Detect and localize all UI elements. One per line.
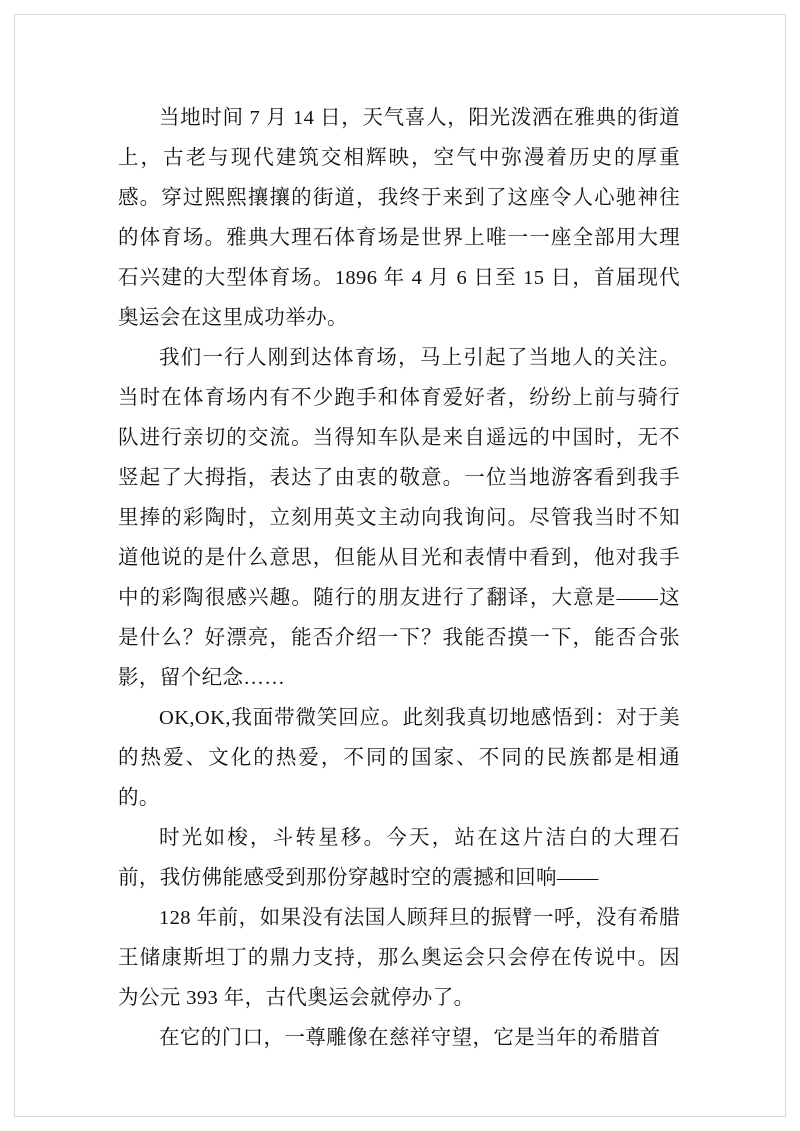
paragraph: 时光如梭，斗转星移。今天，站在这片洁白的大理石前，我仿佛能感受到那份穿越时空的震撼和回响——: [118, 827, 680, 889]
paragraph: 128 年前，如果没有法国人顾拜旦的振臂一呼，没有希腊王储康斯坦丁的鼎力支持，那么奥运会只会停在传说中。因为公元 393 年，古代奥运会就停办了。: [118, 907, 680, 1009]
paragraph: OK,OK,我面带微笑回应。此刻我真切地感悟到：对于美的热爱、文化的热爱，不同的国家、不同的民族都是相通的。: [118, 707, 680, 809]
paragraph: 我们一行人刚到达体育场，马上引起了当地人的关注。当时在体育场内有不少跑手和体育爱好者，纷纷上前与骑行队进行亲切的交流。当得知车队是来自遥远的中国时，无不竖起了大拇指，表达了由衷的敬意。一位当地游客看到我手里捧的彩陶时，立刻用英文主动向我询问。尽管我当时不知道他说的是什么意思，但能从目光和表情中看到，他对我手中的彩陶很感兴趣。随行的朋友进行了翻译，大意是——这是什么？好漂亮，能否介绍一下？我能否摸一下，能否合张影，留个纪念……: [118, 347, 680, 689]
document-body: [118, 98, 680, 1058]
paragraph: 在它的门口，一尊雕像在慈祥守望，它是当年的希腊首: [159, 1027, 661, 1049]
paragraph: 当地时间 7 月 14 日，天气喜人，阳光泼洒在雅典的街道上，古老与现代建筑交相辉映，空气中弥漫着历史的厚重感。穿过熙熙攘攘的街道，我终于来到了这座令人心驰神往的体育场。雅典大理石体育场是世界上唯一一座全部用大理石兴建的大型体育场。1896 年 4 月 6 日至 15 日，首届现代奥运会在这里成功举办。: [118, 107, 680, 329]
